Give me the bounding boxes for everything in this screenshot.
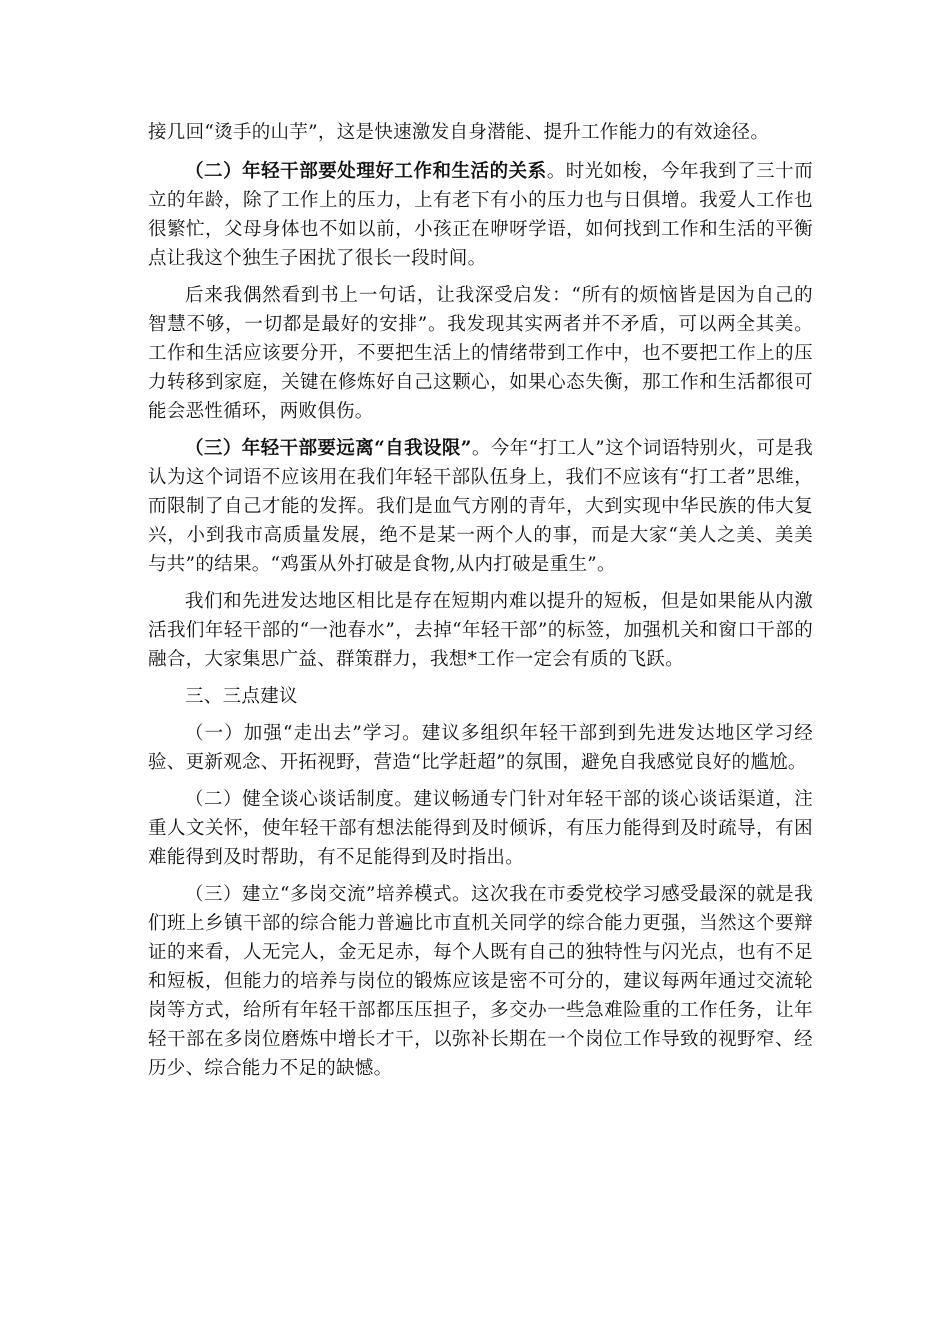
paragraph-inspiration [148, 281, 813, 426]
paragraph-self-limitation [148, 434, 813, 579]
paragraph-text: 接几回“烫手的山芋”，这是快速激发自身潜能、提升工作能力的有效途径。 [148, 122, 770, 143]
paragraph-text: （三）建立“多岗交流”培养模式。这次我在市委党校学习感受最深的就是我们班上乡镇干部的综合能力普遍比市直机关同学的综合能力更强，当然这个要辩证的来看，人无完人，金无足赤，每个人既有自己的独特性与闪光点，也有不足和短板，但能力的培养与岗位的锻炼应该是密不可分的，建议每两年通过交流轮岗等方式，给所有年轻干部都压压担子，多交办一些急难险重的工作任务，让年轻干部在多岗位磨炼中增长才干，以弥补长期在一个岗位工作导致的视野窄、经历少、综合能力不足的缺憾。 [148, 884, 813, 1079]
paragraph-suggestion-3 [148, 880, 813, 1083]
subsection-heading: （三）年轻干部要远离“自我设限” [185, 438, 472, 459]
paragraph-continuation [148, 118, 813, 147]
paragraph-comparison [148, 587, 813, 674]
paragraph-text: （一）加强“走出去”学习。建议多组织年轻干部到到先进发达地区学习经验、更新观念、开拓视野，营造“比学赶超”的氛围，避免自我感觉良好的尴尬。 [148, 723, 813, 773]
section-heading-text: 三、三点建议 [185, 686, 298, 707]
paragraph-text: 。今年“打工人”这个词语特别火，可是我认为这个词语不应该用在我们年轻干部队伍身上，我们不应该有“打工者”思维，而限制了自己才能的发挥。我们是血气方刚的青年，大到实现中华民族的伟大复兴，小到我市高质量发展，绝不是某一两个人的事，而是大家“美人之美、美美与共”的结果。“鸡蛋从外打破是食物,从内打破是重生”。 [148, 438, 813, 575]
section-heading-suggestions [148, 682, 813, 711]
document-page [148, 118, 813, 1091]
paragraph-work-life-balance [148, 157, 813, 273]
subsection-heading: （二）年轻干部要处理好工作和生活的关系 [185, 161, 547, 182]
paragraph-text: 我们和先进发达地区相比是存在短期内难以提升的短板，但是如果能从内激活我们年轻干部的“一池春水”，去掉“年轻干部”的标签，加强机关和窗口干部的融合，大家集思广益、群策群力，我想*工作一定会有质的飞跃。 [148, 591, 813, 670]
paragraph-text: 后来我偶然看到书上一句话，让我深受启发：“所有的烦恼皆是因为自己的智慧不够，一切都是最好的安排”。我发现其实两者并不矛盾，可以两全其美。工作和生活应该要分开，不要把生活上的情绪带到工作中，也不要把工作上的压力转移到家庭，关键在修炼好自己这颗心，如果心态失衡，那工作和生活都很可能会恶性循环，两败俱伤。 [148, 285, 813, 422]
paragraph-suggestion-1 [148, 719, 813, 777]
paragraph-text: （二）健全谈心谈话制度。建议畅通专门针对年轻干部的谈心谈话渠道，注重人文关怀，使年轻干部有想法能得到及时倾诉，有压力能得到及时疏导，有困难能得到及时帮助，有不足能得到及时指出。 [148, 789, 813, 868]
paragraph-text: 。时光如梭，今年我到了三十而立的年龄，除了工作上的压力，上有老下有小的压力也与日俱增。我爱人工作也很繁忙，父母身体也不如以前，小孩正在咿呀学语，如何找到工作和生活的平衡点让我这个独生子困扰了很长一段时间。 [148, 161, 814, 269]
paragraph-suggestion-2 [148, 785, 813, 872]
